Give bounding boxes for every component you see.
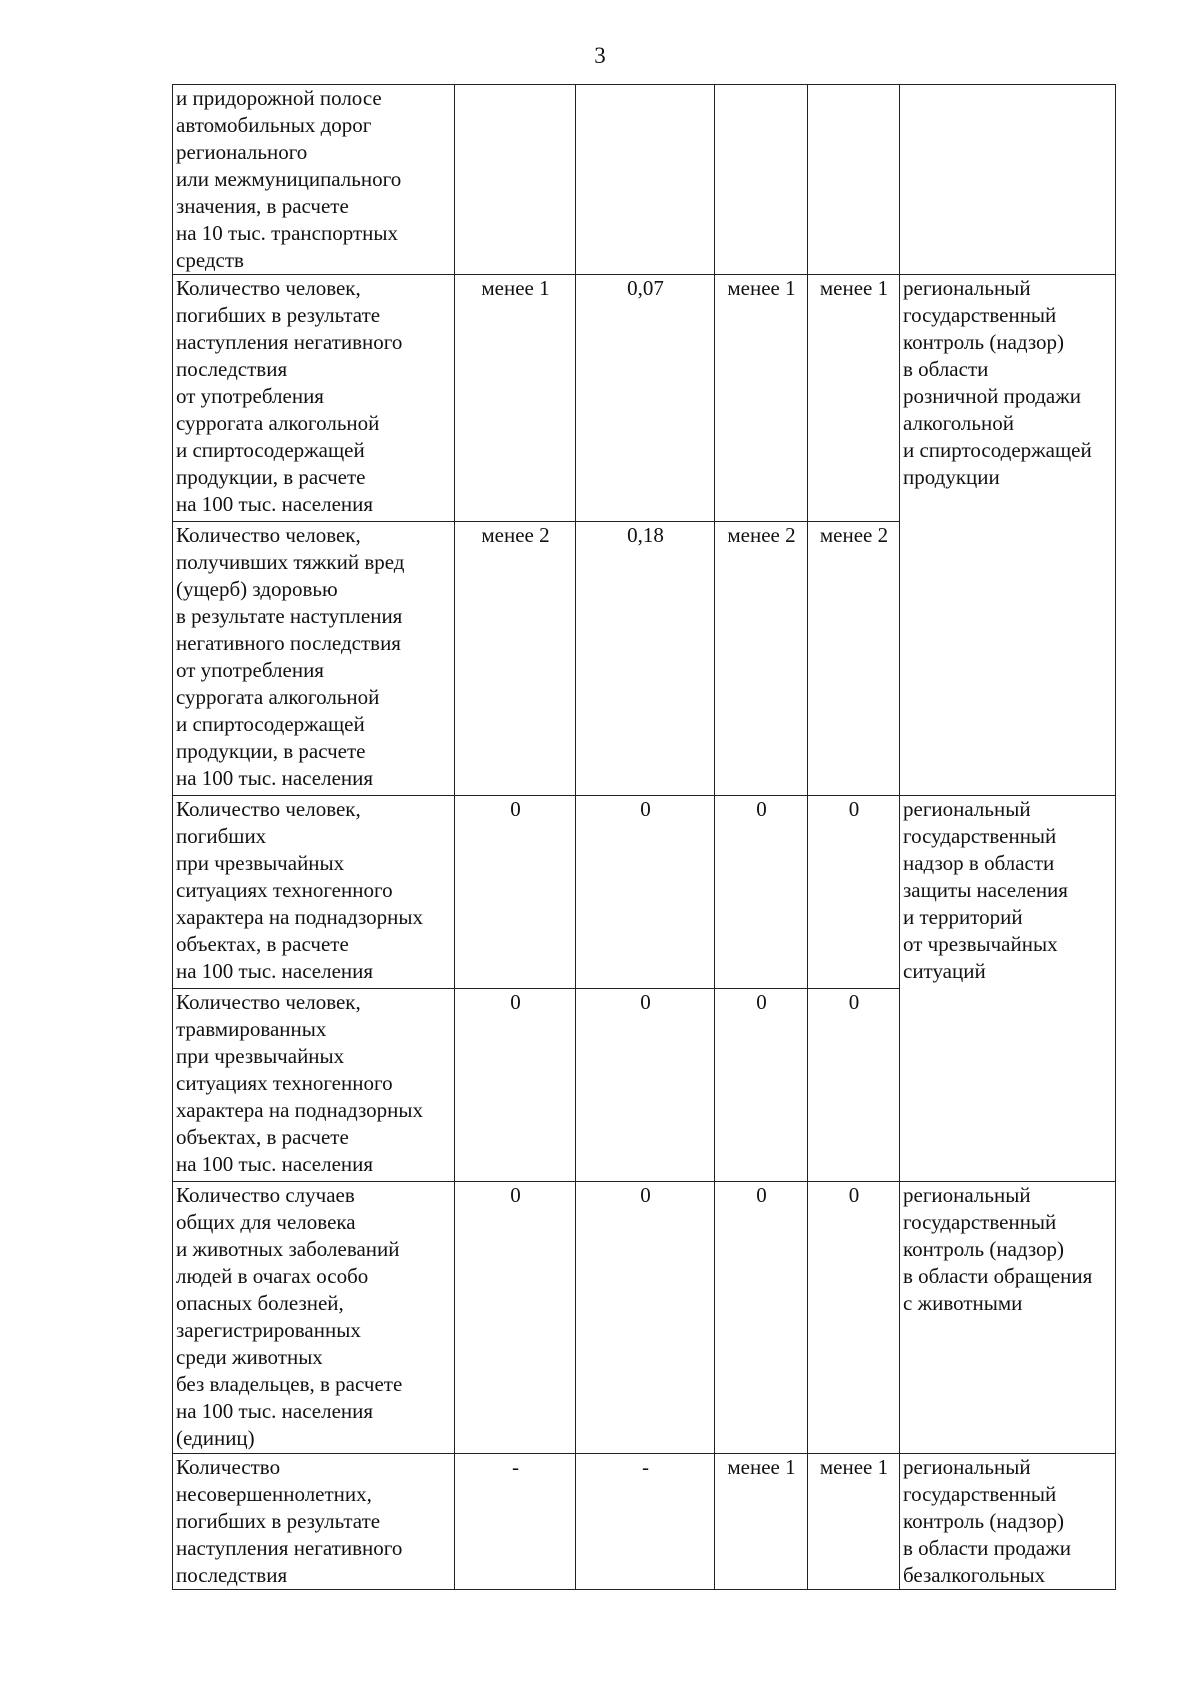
indicator-cell: Количество человек, погибших в результате наступления негативного последствия от употребления суррогата алкогольной и спиртосодержащей продукции, в расчете на 100 тыс. населения (173, 275, 455, 522)
control-type-cell: региональный государственный контроль (надзор) в области продажи безалкогольных (900, 1454, 1116, 1590)
value-cell: 0 (455, 1182, 576, 1454)
control-type-cell: региональный государственный надзор в области защиты населения и территорий от чрезвычайных ситуаций (900, 796, 1116, 1182)
indicator-cell: Количество человек, травмированных при чрезвычайных ситуациях техногенного характера на поднадзорных объектах, в расчете на 100 тыс. населения (173, 989, 455, 1182)
value-cell: 0,18 (576, 522, 715, 796)
value-cell (808, 85, 900, 275)
control-type-cell (900, 85, 1116, 275)
value-cell: 0 (576, 989, 715, 1182)
value-cell: 0 (715, 989, 808, 1182)
value-cell (576, 85, 715, 275)
table-row (173, 85, 1116, 275)
page-number: 3 (594, 43, 606, 68)
table-row (173, 796, 1116, 989)
value-cell: - (455, 1454, 576, 1590)
value-cell: менее 1 (808, 275, 900, 522)
value-cell: 0 (455, 796, 576, 989)
value-cell: менее 2 (455, 522, 576, 796)
value-cell: - (576, 1454, 715, 1590)
indicator-cell: Количество человек, погибших при чрезвычайных ситуациях техногенного характера на поднадзорных объектах, в расчете на 100 тыс. населения (173, 796, 455, 989)
table-row (173, 1454, 1116, 1590)
table-row (173, 275, 1116, 522)
value-cell: менее 2 (808, 522, 900, 796)
indicators-table (172, 84, 1116, 1590)
value-cell: менее 1 (715, 275, 808, 522)
value-cell: 0 (808, 1182, 900, 1454)
value-cell: 0 (576, 1182, 715, 1454)
value-cell: 0 (455, 989, 576, 1182)
indicator-cell: Количество несовершеннолетних, погибших в результате наступления негативного последствия (173, 1454, 455, 1590)
indicator-cell: Количество случаев общих для человека и животных заболеваний людей в очагах особо опасных болезней, зарегистрированных среди животных без владельцев, в расчете на 100 тыс. населения (единиц) (173, 1182, 455, 1454)
value-cell (455, 85, 576, 275)
control-type-cell: региональный государственный контроль (надзор) в области обращения с животными (900, 1182, 1116, 1454)
value-cell: менее 2 (715, 522, 808, 796)
indicator-cell: и придорожной полосе автомобильных дорог регионального или межмуниципального значения, в расчете на 10 тыс. транспортных средств (173, 85, 455, 275)
value-cell: менее 1 (455, 275, 576, 522)
value-cell: 0 (715, 1182, 808, 1454)
value-cell: менее 1 (808, 1454, 900, 1590)
value-cell: 0,07 (576, 275, 715, 522)
value-cell: 0 (576, 796, 715, 989)
table-row (173, 1182, 1116, 1454)
value-cell: 0 (808, 796, 900, 989)
value-cell: менее 1 (715, 1454, 808, 1590)
value-cell (715, 85, 808, 275)
value-cell: 0 (715, 796, 808, 989)
indicator-cell: Количество человек, получивших тяжкий вред (ущерб) здоровью в результате наступления негативного последствия от употребления суррогата алкогольной и спиртосодержащей продукции, в расчете на 100 тыс. населения (173, 522, 455, 796)
control-type-cell: региональный государственный контроль (надзор) в области розничной продажи алкогольной и спиртосодержащей продукции (900, 275, 1116, 796)
value-cell: 0 (808, 989, 900, 1182)
